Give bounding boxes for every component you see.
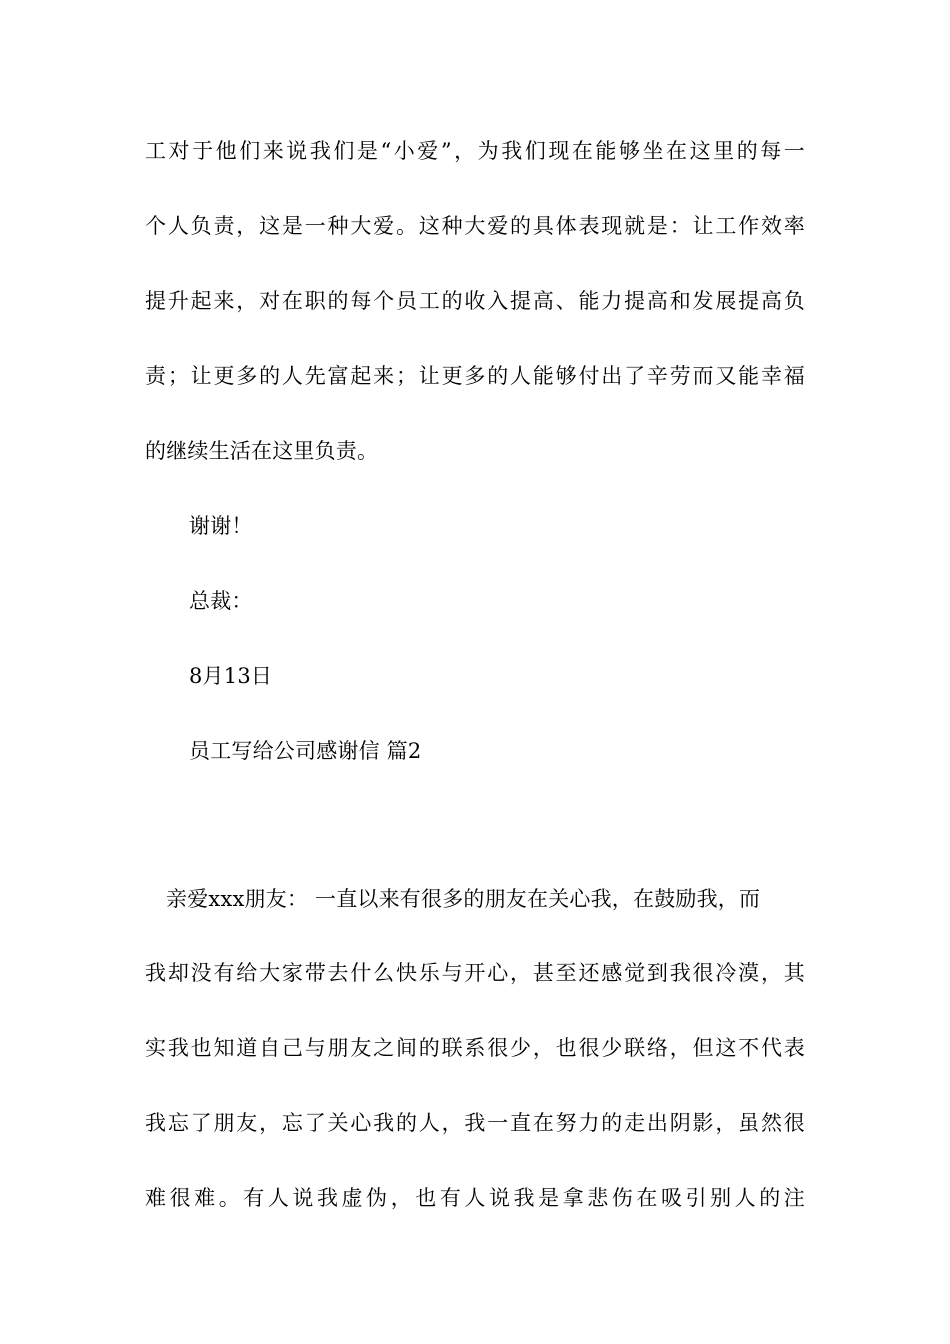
paragraph-line: 个人负责，这是一种大爱。这种大爱的具体表现就是：让工作效率 [145,214,805,238]
paragraph-line: 提升起来，对在职的每个员工的收入提高、能力提高和发展提高负 [145,289,805,313]
paragraph-line: 的继续生活在这里负责。 [145,439,379,463]
paragraph-line: 亲爱xxx朋友： 一直以来有很多的朋友在关心我，在鼓励我，而 [166,887,761,911]
date-text: 8月13日 [189,664,273,688]
paragraph-line: 责；让更多的人先富起来；让更多的人能够付出了辛劳而又能幸福 [145,364,805,388]
paragraph-line: 我却没有给大家带去什么快乐与开心，甚至还感觉到我很冷漠，其 [145,961,805,985]
paragraph-line: 实我也知道自己与朋友之间的联系很少，也很少联络，但这不代表 [145,1036,805,1060]
signature-label: 总裁： [189,589,253,613]
paragraph-line: 难很难。有人说我虚伪，也有人说我是拿悲伤在吸引别人的注 [145,1186,805,1210]
paragraph-line: 工对于他们来说我们是“小爱”，为我们现在能够坐在这里的每一 [145,139,805,163]
section-title: 员工写给公司感谢信 篇2 [189,739,422,763]
thanks-text: 谢谢！ [189,514,253,538]
paragraph-line: 我忘了朋友，忘了关心我的人，我一直在努力的走出阴影，虽然很 [145,1111,805,1135]
